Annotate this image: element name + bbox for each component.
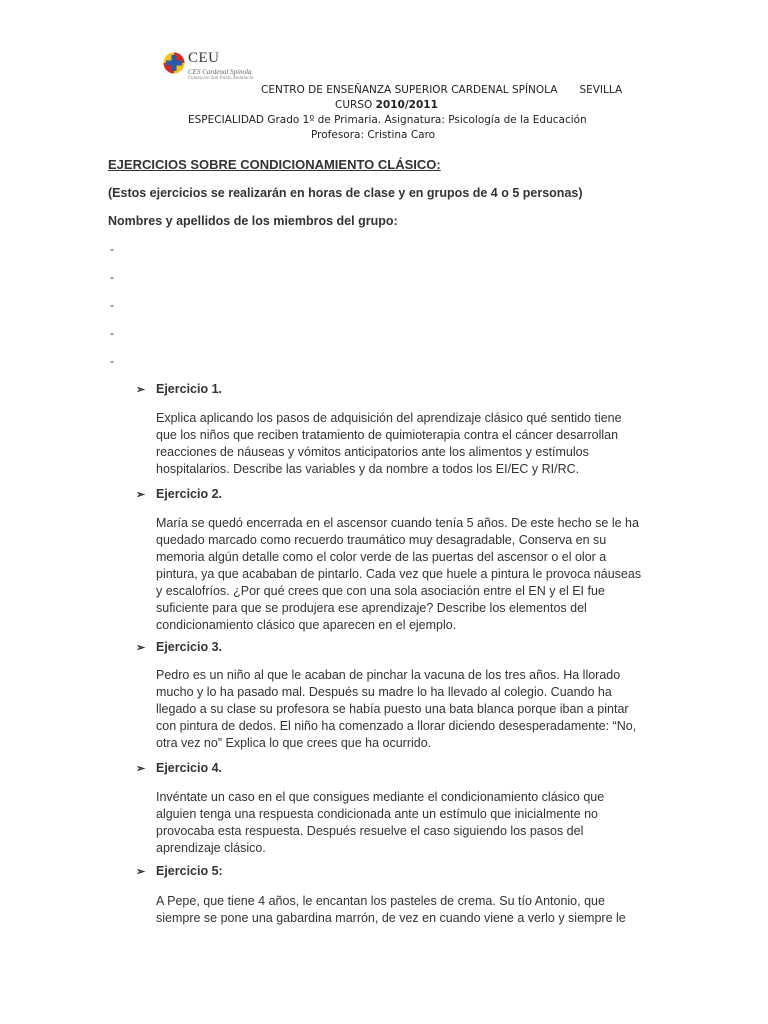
arrow-bullet-icon: ➢ (136, 866, 146, 878)
header-specialty-line (188, 114, 587, 126)
header-course-line (335, 99, 438, 111)
specialty-value: Grado 1º de Primaria. Asignatura: Psicología de la Educación (267, 114, 587, 126)
member-line-1: - (110, 242, 114, 256)
text-line: hospitalarios. Describe las variables y da nombre a todos los EI/EC y RI/RC. (156, 462, 580, 476)
text-line: con pintura de dedos. El niño ha comenzado a llorar diciendo desesperadamente: “No, (156, 719, 637, 733)
member-line-2: - (110, 270, 114, 284)
exercise-2-title: Ejercicio 2. (156, 487, 223, 501)
logo-subtitle: CES Cardenal Spínola (188, 68, 252, 76)
text-line: memoria algún detalle como el color verde de las puertas del ascensor o el olor a (156, 550, 607, 564)
exercise-4-heading (136, 761, 222, 775)
logo-name: CEU (188, 50, 220, 66)
text-line: suficiente para que se produjera ese aprendizaje? Describe los elementos del (156, 601, 587, 615)
members-label: Nombres y apellidos de los miembros del grupo: (108, 214, 398, 228)
logo-tagline: Fundación San Pablo Andalucía (188, 76, 254, 81)
header-center-line (261, 84, 622, 96)
exercise-1-title: Ejercicio 1. (156, 382, 223, 396)
text-line: otra vez no” Explica lo que crees que ha ocurrido. (156, 736, 432, 750)
course-value: 2010/2011 (375, 99, 438, 111)
exercise-2-heading (136, 487, 222, 501)
text-line: Invéntate un caso en el que consigues mediante el condicionamiento clásico que (156, 790, 605, 804)
text-line: Explica aplicando los pasos de adquisición del aprendizaje clásico qué sentido tiene (156, 411, 622, 425)
member-line-3: - (110, 298, 114, 312)
arrow-bullet-icon: ➢ (136, 763, 146, 775)
exercise-4-title: Ejercicio 4. (156, 761, 223, 775)
center-name: CENTRO DE ENSEÑANZA SUPERIOR CARDENAL SPÍNOLA (261, 84, 558, 96)
course-label: CURSO (335, 99, 373, 111)
text-line: María se quedó encerrada en el ascensor cuando tenía 5 años. De este hecho se le ha (156, 516, 639, 530)
text-line: pintura, ya que acababan de pintarlo. Cada vez que huele a pintura le provoca náuseas (156, 567, 642, 581)
exercise-3-text (156, 667, 656, 752)
text-line: reacciones de náuseas y vómitos anticipatorios ante los alimentos y estímulos (156, 445, 589, 459)
ceu-logo (163, 50, 283, 86)
text-line: mucho y lo ha pasado mal. Después su madre lo ha llevado al colegio. Cuando ha (156, 685, 612, 699)
exercise-3-title: Ejercicio 3. (156, 640, 223, 654)
exercise-1-heading (136, 382, 222, 396)
text-line: llegado a su clase su profesora se había puesto una bata blanca porque iban a pintar (156, 702, 629, 716)
text-line: A Pepe, que tiene 4 años, le encantan los pasteles de crema. Su tío Antonio, que (156, 894, 605, 908)
exercise-1-text (156, 410, 656, 478)
arrow-bullet-icon: ➢ (136, 489, 146, 501)
specialty-label: ESPECIALIDAD (188, 114, 264, 126)
city-name: SEVILLA (579, 84, 623, 96)
exercise-3-heading (136, 640, 222, 654)
text-line: provocaba esta respuesta. Después resuelve el caso siguiendo los pasos del (156, 824, 584, 838)
arrow-bullet-icon: ➢ (136, 642, 146, 654)
text-line: que los niños que reciben tratamiento de quimioterapia contra el cáncer desarrollan (156, 428, 619, 442)
exercise-2-text (156, 515, 656, 634)
exercise-4-text (156, 789, 656, 857)
member-line-5: - (110, 354, 114, 368)
text-line: aprendizaje clásico. (156, 841, 266, 855)
ceu-emblem-icon (163, 52, 185, 74)
exercise-5-text (156, 893, 656, 927)
exercise-5-heading (136, 864, 223, 878)
section-title: EJERCICIOS SOBRE CONDICIONAMIENTO CLÁSICO: (108, 157, 441, 172)
header-teacher-line: Profesora: Cristina Caro (311, 129, 436, 141)
text-line: siempre se pone una gabardina marrón, de vez en cuando viene a verlo y siempre le (156, 911, 626, 925)
group-note: (Estos ejercicios se realizarán en horas de clase y en grupos de 4 o 5 personas) (108, 186, 583, 200)
text-line: Pedro es un niño al que le acaban de pinchar la vacuna de los tres años. Ha llorado (156, 668, 621, 682)
text-line: alguien tenga una respuesta condicionada ante un estímulo que inicialmente no (156, 807, 598, 821)
text-line: y escalofríos. ¿Por qué crees que con una sola asociación entre el EN y el EI fue (156, 584, 605, 598)
text-line: quedado marcado como recuerdo traumático muy desagradable, Conserva en su (156, 533, 607, 547)
member-line-4: - (110, 326, 114, 340)
exercise-5-title: Ejercicio 5: (156, 864, 223, 878)
text-line: condicionamiento clásico que aparecen en el ejemplo. (156, 618, 457, 632)
arrow-bullet-icon: ➢ (136, 384, 146, 396)
